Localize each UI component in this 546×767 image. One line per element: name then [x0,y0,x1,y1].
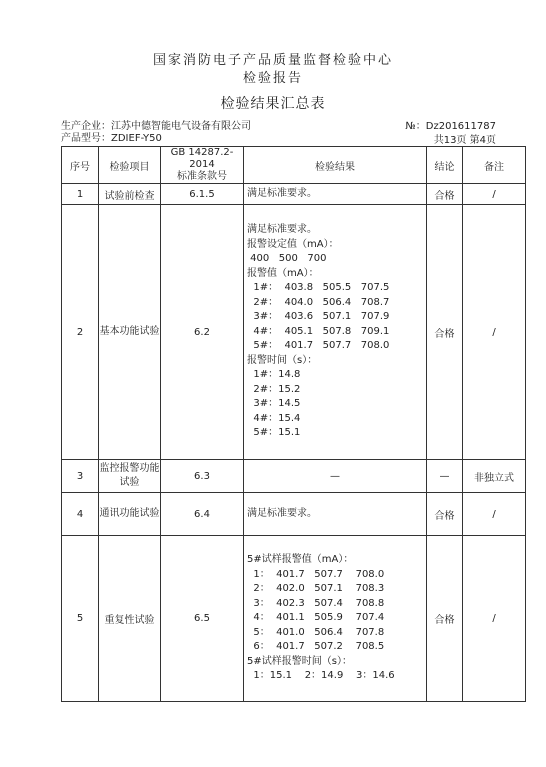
row-remark: 非独立式 [463,460,526,493]
row-remark: / [463,493,526,536]
row-conclusion: 合格 [427,205,463,460]
header-std [161,147,244,184]
table-row [62,493,526,536]
result-line: 1#： 403.8 505.5 707.5 [247,282,390,294]
row-item: 通讯功能试验 [99,493,161,536]
result-line: 1：15.1 2：14.9 3：14.6 [247,670,395,682]
result-line: 6： 401.7 507.2 708.5 [247,641,385,653]
result-line: 满足标准要求。 [247,507,317,519]
report-number: №：Dz201611787 [405,121,496,132]
result-line: 4#：15.4 [247,412,301,424]
row-result [244,536,427,702]
row-conclusion: 合格 [427,493,463,536]
product-model: 产品型号：ZDIEF-Y50 [61,133,162,144]
row-remark: / [463,536,526,702]
result-line: 1： 401.7 507.7 708.0 [247,568,385,580]
row-no: 5 [62,536,99,702]
row-conclusion: 合格 [427,184,463,205]
result-line: 5： 401.0 506.4 707.8 [247,626,385,638]
table-row [62,460,526,493]
row-conclusion: 合格 [427,536,463,702]
row-no: 4 [62,493,99,536]
result-line: 3#： 403.6 507.1 707.9 [247,311,390,323]
result-line: 4： 401.1 505.9 707.4 [247,612,385,624]
header-result: 检验结果 [244,147,427,184]
row-result [244,493,427,536]
row-clause: 6.1.5 [161,184,244,205]
row-result [244,460,427,493]
result-line: 5#： 401.7 507.7 708.0 [247,340,390,352]
result-line: 报警设定值（mA）： [247,238,339,250]
row-clause: 6.4 [161,493,244,536]
row-result [244,205,427,460]
result-line: 2#： 404.0 506.4 708.7 [247,296,390,308]
row-no: 1 [62,184,99,205]
table-row [62,536,526,702]
row-clause: 6.3 [161,460,244,493]
result-line: 满足标准要求。 [247,224,317,236]
result-line: 3： 402.3 507.4 708.8 [247,597,385,609]
row-clause: 6.5 [161,536,244,702]
header-std-text: GB 14287.2-2014 标准条款号 [170,147,234,182]
page-info: 共13页 第4页 [433,135,496,146]
result-line: 1#：14.8 [247,369,301,381]
result-line: 2#：15.2 [247,383,301,395]
header-no: 序号 [62,147,99,184]
row-no: 3 [62,460,99,493]
row-clause: 6.2 [161,205,244,460]
table-row [62,184,526,205]
header-remark: 备注 [463,147,526,184]
result-line: — [330,470,340,482]
result-line: 报警值（mA）： [247,267,319,279]
row-item: 试验前检查 [99,184,161,205]
result-line: 400 500 700 [247,253,327,265]
summary-title: 检验结果汇总表 [220,96,326,112]
result-line: 5#试样报警值（mA）： [247,554,354,566]
result-line: 5#试样报警时间（s）： [247,655,352,667]
row-remark: / [463,184,526,205]
header-conclusion: 结论 [427,147,463,184]
result-line: 2： 402.0 507.1 708.3 [247,583,385,595]
row-item: 基本功能试验 [99,205,161,460]
row-remark: / [463,205,526,460]
header-item: 检验项目 [99,147,161,184]
results-table [61,146,526,702]
result-line: 5#：15.1 [247,427,301,439]
row-item: 重复性试验 [99,536,161,702]
row-conclusion: — [427,460,463,493]
result-line: 报警时间（s）： [247,354,318,366]
table-header-row [62,147,526,184]
result-line: 4#： 405.1 507.8 709.1 [247,325,390,337]
table-row [62,205,526,460]
result-line: 满足标准要求。 [247,187,317,199]
manufacturer: 生产企业：江苏中德智能电气设备有限公司 [61,121,251,132]
row-result [244,184,427,205]
org-title: 国家消防电子产品质量监督检验中心 [152,53,393,68]
row-item: 监控报警功能试验 [99,460,161,493]
result-line: 3#：14.5 [247,398,301,410]
report-title: 检验报告 [242,71,303,86]
row-no: 2 [62,205,99,460]
